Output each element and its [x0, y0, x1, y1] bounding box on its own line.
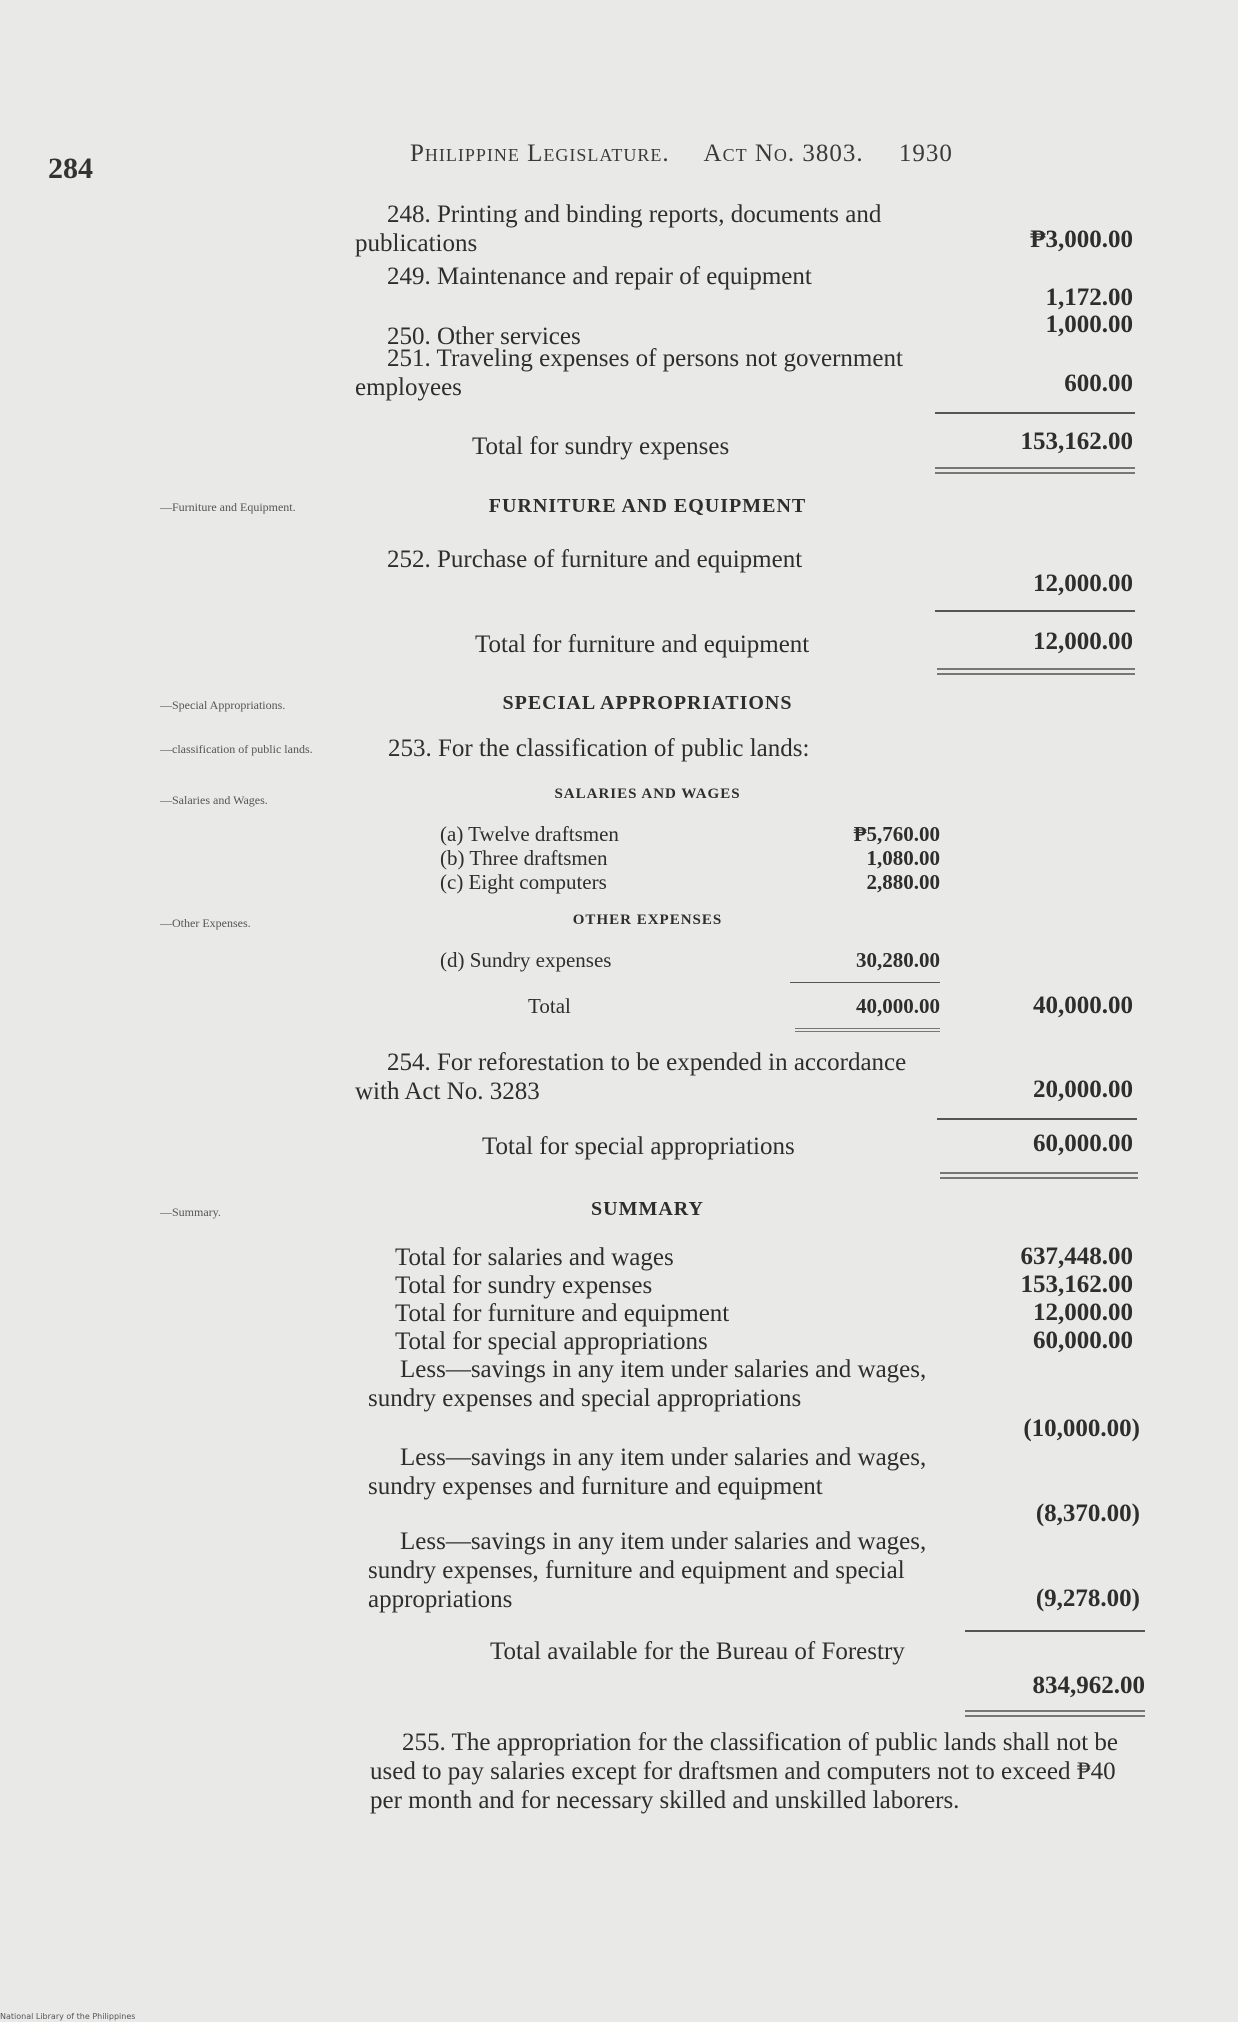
item-254: 254. For reforestation to be expended in accordance with Act No. 3283	[355, 1049, 907, 1105]
summary-row-1: Total for salaries and wages	[395, 1244, 674, 1271]
margin-note-classification: —classification of public lands.	[160, 742, 313, 756]
item-248-amount: ₱3,000.00	[1030, 226, 1133, 253]
item-250-amount: 1,000.00	[1045, 311, 1133, 338]
heading-special: SPECIAL APPROPRIATIONS	[502, 692, 793, 714]
item-251-amount: 600.00	[1064, 370, 1133, 397]
act-number: Act No. 3803.	[703, 140, 864, 167]
heading-salaries-wages: SALARIES AND WAGES	[554, 786, 741, 802]
double-rule	[795, 1028, 940, 1032]
margin-note-salaries: —Salaries and Wages.	[160, 793, 268, 807]
special-appropriations-total-amount: 60,000.00	[1033, 1130, 1133, 1157]
furniture-total-amount: 12,000.00	[1033, 628, 1133, 655]
margin-note-summary: —Summary.	[160, 1205, 221, 1219]
heading-furniture: FURNITURE AND EQUIPMENT	[488, 495, 807, 517]
rule	[965, 1630, 1145, 1632]
page-number: 284	[48, 152, 93, 185]
summary-row-4-amount: 60,000.00	[1033, 1327, 1133, 1354]
item-250: 250. Other services	[387, 323, 581, 350]
publication-title: Philippine Legislature.	[410, 140, 670, 167]
salary-c-label: (c) Eight computers	[440, 870, 607, 894]
heading-other-expenses: OTHER EXPENSES	[572, 912, 723, 928]
item-248: 248. Printing and binding reports, documents and publications	[355, 201, 882, 257]
furniture-total-label: Total for furniture and equipment	[475, 631, 810, 658]
margin-note-special: —Special Appropriations.	[160, 698, 286, 712]
summary-less-3: Less—savings in any item under salaries and wages, sundry expenses, furniture and equipment and special appropriations	[368, 1528, 927, 1613]
double-rule	[940, 1172, 1138, 1179]
summary-less-1: Less—savings in any item under salaries and wages, sundry expenses and special appropriations	[368, 1356, 927, 1412]
year: 1930	[898, 140, 953, 167]
margin-note-furniture: —Furniture and Equipment.	[160, 500, 296, 514]
rule	[935, 412, 1135, 414]
sundry-total-amount: 153,162.00	[1020, 428, 1133, 455]
footer-credit: National Library of the Philippines	[0, 2012, 136, 2021]
item-254-amount: 20,000.00	[1033, 1076, 1133, 1103]
summary-row-2: Total for sundry expenses	[395, 1272, 653, 1299]
section-255: 255. The appropriation for the classification of public lands shall not be used to pay salaries except for draftsmen and computers not to exceed ₱40 per month and for necessary skilled and unskilled laborers.	[370, 1729, 1119, 1814]
sundry-total-label: Total for sundry expenses	[472, 433, 730, 460]
summary-row-1-amount: 637,448.00	[1020, 1243, 1133, 1270]
heading-summary: SUMMARY	[591, 1198, 704, 1220]
salary-a-amount: ₱5,760.00	[853, 822, 940, 846]
double-rule	[965, 1710, 1145, 1717]
summary-less-2-amount: (8,370.00)	[1035, 1500, 1140, 1527]
summary-row-3-amount: 12,000.00	[1033, 1299, 1133, 1326]
salary-b-label: (b) Three draftsmen	[440, 846, 608, 870]
available-total-label: Total available for the Bureau of Forestry	[490, 1638, 905, 1665]
summary-row-4: Total for special appropriations	[395, 1328, 708, 1355]
available-total-amount: 834,962.00	[1032, 1672, 1145, 1699]
item-251: 251. Traveling expenses of persons not government employees	[355, 345, 903, 401]
summary-less-3-amount: (9,278.00)	[1035, 1585, 1140, 1612]
special-appropriations-total-label: Total for special appropriations	[482, 1133, 795, 1160]
item-253: 253. For the classification of public lands:	[388, 735, 810, 762]
rule	[937, 1118, 1137, 1120]
item-249: 249. Maintenance and repair of equipment	[387, 263, 812, 290]
salary-b-amount: 1,080.00	[866, 846, 940, 870]
item-252-amount: 12,000.00	[1033, 570, 1133, 597]
double-rule	[937, 668, 1135, 675]
salary-c-amount: 2,880.00	[866, 870, 940, 894]
running-head	[410, 140, 981, 168]
rule	[790, 982, 940, 983]
item-249-amount: 1,172.00	[1045, 284, 1133, 311]
double-rule	[935, 467, 1135, 474]
summary-row-2-amount: 153,162.00	[1020, 1271, 1133, 1298]
summary-less-2: Less—savings in any item under salaries and wages, sundry expenses and furniture and equipment	[368, 1444, 927, 1500]
sundry-d-amount: 30,280.00	[856, 948, 940, 972]
special-total-amount: 40,000.00	[1033, 992, 1133, 1019]
sundry-d-label: (d) Sundry expenses	[440, 948, 612, 972]
margin-note-other: —Other Expenses.	[160, 916, 251, 930]
summary-row-3: Total for furniture and equipment	[395, 1300, 730, 1327]
item-252: 252. Purchase of furniture and equipment	[387, 546, 803, 573]
special-total-sub-label: Total	[528, 994, 571, 1018]
summary-less-1-amount: (10,000.00)	[1023, 1415, 1140, 1442]
special-total-sub-amount: 40,000.00	[856, 994, 940, 1018]
salary-a-label: (a) Twelve draftsmen	[440, 822, 619, 846]
rule	[935, 610, 1135, 612]
